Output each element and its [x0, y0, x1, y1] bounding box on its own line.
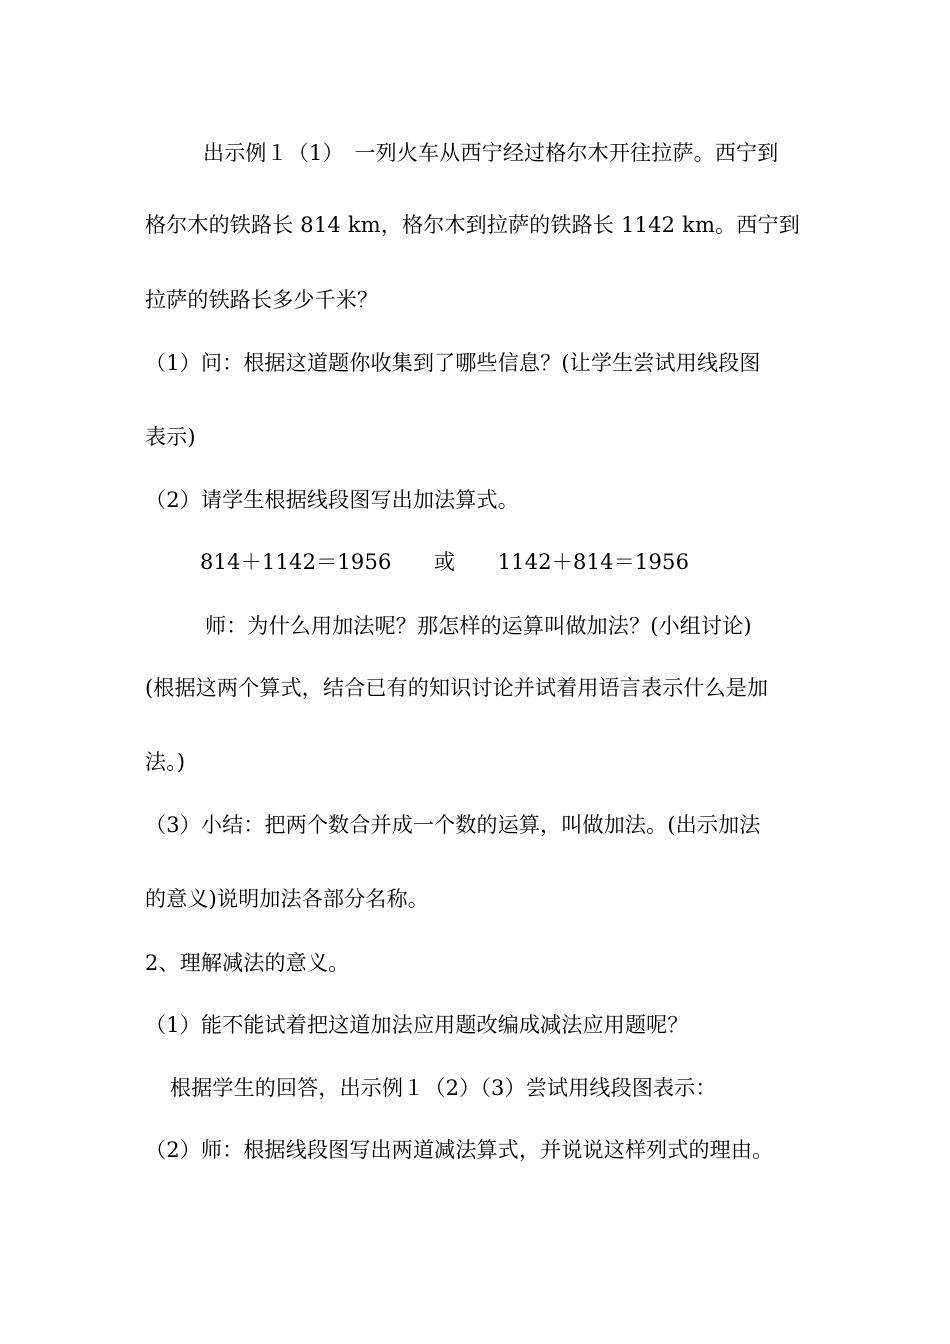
text-line: 表示) [145, 425, 196, 449]
section-heading: 2、理解减法的意义。 [145, 951, 350, 975]
text-line: 拉萨的铁路长多少千米？ [145, 288, 379, 312]
text-line: 根据学生的回答，出示例１（2）（3）尝试用线段图表示： [170, 1076, 717, 1100]
equation-line: 814＋1142＝1956 或 1142＋814＝1956 [200, 550, 690, 574]
text-line: 的意义)说明加法各部分名称。 [145, 887, 429, 911]
text-line: 师：为什么用加法呢？那怎样的运算叫做加法？(小组讨论) [205, 614, 752, 638]
text-line: 格尔木的铁路长 814 km，格尔木到拉萨的铁路长 1142 km。西宁到 [145, 213, 800, 237]
text-line: （3）小结：把两个数合并成一个数的运算，叫做加法。(出示加法 [145, 813, 761, 837]
text-line: 出示例１（1） 一列火车从西宁经过格尔木开往拉萨。西宁到 [203, 141, 779, 165]
text-line: 法。) [145, 750, 186, 774]
text-line: （2）请学生根据线段图写出加法算式。 [145, 488, 519, 512]
text-line: （2）师：根据线段图写出两道减法算式，并说说这样列式的理由。 [145, 1138, 774, 1162]
text-line: （1）能不能试着把这道加法应用题改编成减法应用题呢？ [145, 1013, 689, 1037]
text-line: （1）问：根据这道题你收集到了哪些信息？(让学生尝试用线段图 [145, 351, 761, 375]
text-line: (根据这两个算式，结合已有的知识讨论并试着用语言表示什么是加 [145, 676, 769, 700]
